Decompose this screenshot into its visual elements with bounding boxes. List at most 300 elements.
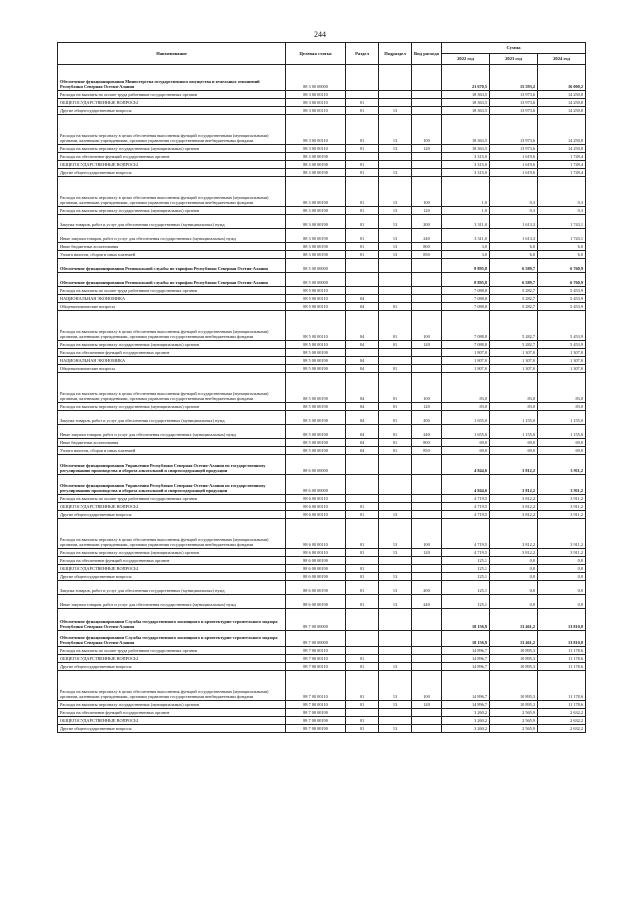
row-section xyxy=(346,495,379,503)
row-kind xyxy=(412,725,442,733)
table-row xyxy=(58,169,586,177)
row-value-2024: 6,0 xyxy=(538,251,586,259)
row-value-2023: 10 895,3 xyxy=(490,647,538,655)
row-value-2024: 3 911,2 xyxy=(538,495,586,503)
row-code: 88 7 00 00190 xyxy=(286,725,346,733)
row-value-2022: 4 719,5 xyxy=(442,495,490,503)
row-name: Обеспечение функционирования Региональной службы по тарифам Республики Северная Осетия-Алания xyxy=(58,273,286,287)
row-subsection xyxy=(379,647,412,655)
row-value-2024: 5 453,9 xyxy=(538,303,586,311)
row-kind xyxy=(412,565,442,573)
row-value-2022: 3 260,2 xyxy=(442,725,490,733)
row-code: 88 6 00 00110 xyxy=(286,519,346,549)
table-row xyxy=(58,549,586,557)
table-row xyxy=(58,273,586,287)
row-value-2024: 5 453,9 xyxy=(538,311,586,341)
row-subsection: 13 xyxy=(379,207,412,215)
row-section: 01 xyxy=(346,595,379,609)
row-value-2022: 83,0 xyxy=(442,373,490,403)
row-value-2022: 3 315,0 xyxy=(442,161,490,169)
row-value-2022: 18 363,5 xyxy=(442,145,490,153)
row-code: 88 7 00 00000 xyxy=(286,609,346,631)
row-value-2024: 0,3 xyxy=(538,177,586,207)
row-name: Уплата налогов, сборов и иных платежей xyxy=(58,251,286,259)
table-row xyxy=(58,581,586,595)
row-value-2023: 0,0 xyxy=(490,557,538,565)
row-name: Иные закупки товаров, работ и услуг для обеспечения государственных (муниципальных) нужд xyxy=(58,229,286,243)
row-value-2022: 7 088,8 xyxy=(442,287,490,295)
row-kind: 120 xyxy=(412,207,442,215)
row-subsection xyxy=(379,655,412,663)
row-subsection xyxy=(379,609,412,631)
row-value-2023: 0,3 xyxy=(490,177,538,207)
row-kind: 100 xyxy=(412,177,442,207)
row-value-2023: 3 812,2 xyxy=(490,455,538,475)
row-value-2023: 3 812,2 xyxy=(490,549,538,557)
row-name: Расходы на выплаты по оплате труда работников государственных органов xyxy=(58,647,286,655)
row-kind xyxy=(412,295,442,303)
row-value-2022: 4 719,5 xyxy=(442,519,490,549)
row-value-2023: 6 589,7 xyxy=(490,273,538,287)
row-section: 01 xyxy=(346,215,379,229)
row-section: 01 xyxy=(346,207,379,215)
row-code: 88 5 00 00110 xyxy=(286,287,346,295)
row-code: 88 5 00 00190 xyxy=(286,349,346,357)
table-row xyxy=(58,631,586,647)
page-number: 244 xyxy=(314,30,326,39)
row-subsection xyxy=(379,631,412,647)
table-row xyxy=(58,287,586,295)
row-value-2023: 2 565,9 xyxy=(490,717,538,725)
table-body xyxy=(58,65,586,733)
row-subsection: 01 xyxy=(379,439,412,447)
row-subsection: 13 xyxy=(379,573,412,581)
row-subsection: 01 xyxy=(379,425,412,439)
row-value-2024: 6 760,9 xyxy=(538,259,586,273)
row-value-2022: 8 895,8 xyxy=(442,273,490,287)
row-code: 88 6 00 00000 xyxy=(286,475,346,495)
row-name: Другие общегосударственные вопросы xyxy=(58,511,286,519)
row-code: 88 5 00 00190 xyxy=(286,403,346,411)
row-subsection: 13 xyxy=(379,701,412,709)
row-code: 88 6 00 00110 xyxy=(286,503,346,511)
row-name: Общеэкономические вопросы xyxy=(58,303,286,311)
row-value-2022: 3 315,0 xyxy=(442,153,490,161)
row-name: Расходы на выплаты персоналу государственных (муниципальных) органов xyxy=(58,549,286,557)
row-code: 88 5 00 00190 xyxy=(286,373,346,403)
row-code: 88 3 00 00110 xyxy=(286,145,346,153)
row-value-2024: 0,0 xyxy=(538,565,586,573)
row-value-2024: 14 250,8 xyxy=(538,145,586,153)
row-section: 01 xyxy=(346,161,379,169)
row-subsection: 13 xyxy=(379,251,412,259)
row-code: 88 3 00 00190 xyxy=(286,229,346,243)
row-section: 01 xyxy=(346,565,379,573)
table-row xyxy=(58,365,586,373)
row-value-2023: 10 895,3 xyxy=(490,663,538,671)
row-kind: 240 xyxy=(412,229,442,243)
row-value-2023: 1 155,0 xyxy=(490,411,538,425)
row-kind xyxy=(412,65,442,91)
table-row xyxy=(58,243,586,251)
row-section: 01 xyxy=(346,573,379,581)
row-name: Обеспечение функционирования Управления Республики Северная Осетия-Алания по государственному регулированию производства и оборота алкогольной и спиртосодержащей продукции xyxy=(58,475,286,495)
row-kind xyxy=(412,609,442,631)
row-code: 88 6 00 00110 xyxy=(286,495,346,503)
row-subsection: 01 xyxy=(379,447,412,455)
table-row xyxy=(58,717,586,725)
row-value-2022: 1,0 xyxy=(442,177,490,207)
table-row xyxy=(58,557,586,565)
row-value-2022: 7 088,8 xyxy=(442,303,490,311)
row-subsection: 01 xyxy=(379,365,412,373)
row-value-2024: 2 632,2 xyxy=(538,725,586,733)
table-row xyxy=(58,303,586,311)
row-section xyxy=(346,455,379,475)
row-subsection xyxy=(379,495,412,503)
row-name: Расходы на выплаты по оплате труда работников государственных органов xyxy=(58,287,286,295)
row-value-2024: 6 760,9 xyxy=(538,273,586,287)
row-subsection xyxy=(379,349,412,357)
row-value-2023: 5 282,7 xyxy=(490,311,538,341)
table-row xyxy=(58,503,586,511)
row-subsection: 13 xyxy=(379,511,412,519)
row-kind xyxy=(412,365,442,373)
row-value-2023: 3 812,2 xyxy=(490,519,538,549)
row-value-2022: 1,0 xyxy=(442,207,490,215)
row-value-2022: 4 719,5 xyxy=(442,511,490,519)
row-value-2023: 3 812,2 xyxy=(490,475,538,495)
row-value-2024: 14 250,8 xyxy=(538,91,586,99)
row-value-2023: 13 461,2 xyxy=(490,609,538,631)
row-code: 88 5 00 00110 xyxy=(286,341,346,349)
row-value-2024: 0,0 xyxy=(538,595,586,609)
row-subsection: 13 xyxy=(379,107,412,115)
row-name: Иные закупки товаров, работ и услуг для обеспечения государственных (муниципальных) нужд xyxy=(58,425,286,439)
row-section: 01 xyxy=(346,511,379,519)
row-value-2022: 18 156,9 xyxy=(442,609,490,631)
row-kind xyxy=(412,91,442,99)
row-subsection: 01 xyxy=(379,411,412,425)
row-value-2022: 125,1 xyxy=(442,581,490,595)
table-row xyxy=(58,373,586,403)
row-value-2023: 3 812,2 xyxy=(490,495,538,503)
row-value-2024: 3 911,2 xyxy=(538,455,586,475)
row-section: 04 xyxy=(346,373,379,403)
row-value-2022: 1 655,0 xyxy=(442,411,490,425)
row-value-2023: 0,0 xyxy=(490,595,538,609)
row-value-2024: 1 749,4 xyxy=(538,169,586,177)
row-name: Другие общегосударственные вопросы xyxy=(58,573,286,581)
row-name: Закупка товаров, работ и услуг для обеспечения государственных (муниципальных) нужд xyxy=(58,411,286,425)
row-value-2023: 13 973,6 xyxy=(490,115,538,145)
row-subsection xyxy=(379,565,412,573)
table-row xyxy=(58,107,586,115)
row-value-2024: 11 178,6 xyxy=(538,701,586,709)
row-name: Расходы на выплаты персоналу в целях обеспечения выполнения функций государственными (муниципальными) органами, казенными учреждениями, органами управления государственными внебюджетными фондами xyxy=(58,177,286,207)
table-row xyxy=(58,475,586,495)
table-row xyxy=(58,495,586,503)
row-code: 88 6 00 00190 xyxy=(286,595,346,609)
row-section xyxy=(346,647,379,655)
row-kind xyxy=(412,99,442,107)
row-value-2023: 13 973,6 xyxy=(490,91,538,99)
row-value-2022: 1 807,0 xyxy=(442,365,490,373)
row-section xyxy=(346,273,379,287)
row-value-2022: 7 088,8 xyxy=(442,341,490,349)
row-subsection xyxy=(379,65,412,91)
row-value-2022: 3,0 xyxy=(442,251,490,259)
row-code: 88 3 00 00190 xyxy=(286,243,346,251)
row-kind xyxy=(412,349,442,357)
table-row xyxy=(58,439,586,447)
row-value-2024: 14 250,8 xyxy=(538,115,586,145)
row-kind xyxy=(412,647,442,655)
row-value-2024: 0,0 xyxy=(538,557,586,565)
row-subsection xyxy=(379,295,412,303)
table-row xyxy=(58,215,586,229)
row-section: 04 xyxy=(346,341,379,349)
row-subsection xyxy=(379,161,412,169)
row-kind: 800 xyxy=(412,243,442,251)
table-row xyxy=(58,341,586,349)
row-name: ОБЩЕГОСУДАРСТВЕННЫЕ ВОПРОСЫ xyxy=(58,565,286,573)
row-subsection: 13 xyxy=(379,115,412,145)
table-row xyxy=(58,251,586,259)
row-section: 01 xyxy=(346,229,379,243)
row-section xyxy=(346,349,379,357)
row-value-2023: 5 282,7 xyxy=(490,341,538,349)
table-row xyxy=(58,595,586,609)
row-section xyxy=(346,475,379,495)
row-value-2023: 5 282,7 xyxy=(490,295,538,303)
row-value-2022: 3 311,0 xyxy=(442,215,490,229)
row-kind: 100 xyxy=(412,311,442,341)
row-kind: 120 xyxy=(412,403,442,411)
row-value-2024: 1 307,0 xyxy=(538,365,586,373)
row-kind: 100 xyxy=(412,671,442,701)
row-code: 88 5 00 00190 xyxy=(286,425,346,439)
row-value-2022: 69,0 xyxy=(442,439,490,447)
row-name: Другие общегосударственные вопросы xyxy=(58,663,286,671)
row-value-2022: 1 807,0 xyxy=(442,357,490,365)
row-value-2022: 4 719,5 xyxy=(442,503,490,511)
row-section xyxy=(346,287,379,295)
row-value-2024: 3 911,2 xyxy=(538,519,586,549)
table-row xyxy=(58,65,586,91)
row-name: Закупка товаров, работ и услуг для обеспечения государственных (муниципальных) нужд xyxy=(58,581,286,595)
row-name: Другие общегосударственные вопросы xyxy=(58,169,286,177)
row-kind xyxy=(412,709,442,717)
header-year-2023: 2023 год xyxy=(490,54,538,65)
row-section: 01 xyxy=(346,701,379,709)
row-value-2022: 4 719,5 xyxy=(442,549,490,557)
row-kind xyxy=(412,107,442,115)
row-kind: 850 xyxy=(412,447,442,455)
row-value-2022: 18 363,5 xyxy=(442,91,490,99)
row-code: 88 3 00 00110 xyxy=(286,99,346,107)
row-code: 88 7 00 00110 xyxy=(286,647,346,655)
row-value-2022: 125,1 xyxy=(442,557,490,565)
table-row xyxy=(58,259,586,273)
row-kind: 100 xyxy=(412,373,442,403)
row-value-2023: 5 282,7 xyxy=(490,303,538,311)
row-subsection: 01 xyxy=(379,403,412,411)
row-subsection: 01 xyxy=(379,311,412,341)
table-row xyxy=(58,647,586,655)
row-value-2022: 125,1 xyxy=(442,595,490,609)
row-kind xyxy=(412,169,442,177)
row-value-2024: 1 743,1 xyxy=(538,215,586,229)
header-sum: Сумма xyxy=(442,43,586,54)
row-value-2022: 1 807,0 xyxy=(442,349,490,357)
row-subsection: 13 xyxy=(379,243,412,251)
row-value-2023: 69,0 xyxy=(490,439,538,447)
table-row xyxy=(58,229,586,243)
row-section: 04 xyxy=(346,365,379,373)
row-value-2024: 3 911,2 xyxy=(538,503,586,511)
row-section: 04 xyxy=(346,403,379,411)
row-kind: 200 xyxy=(412,411,442,425)
table-row xyxy=(58,671,586,701)
row-value-2023: 15 593,2 xyxy=(490,65,538,91)
row-code: 88 3 00 00190 xyxy=(286,207,346,215)
row-value-2024: 1 307,0 xyxy=(538,357,586,365)
table-row xyxy=(58,725,586,733)
row-code: 88 5 00 00000 xyxy=(286,273,346,287)
row-section: 04 xyxy=(346,357,379,365)
row-subsection: 13 xyxy=(379,671,412,701)
row-subsection: 01 xyxy=(379,341,412,349)
row-value-2024: 14 250,8 xyxy=(538,107,586,115)
row-code: 88 3 00 00190 xyxy=(286,251,346,259)
row-value-2024: 6,0 xyxy=(538,243,586,251)
row-code: 88 3 00 00190 xyxy=(286,177,346,207)
table-row xyxy=(58,663,586,671)
row-section: 01 xyxy=(346,725,379,733)
row-value-2022: 7 088,8 xyxy=(442,311,490,341)
table-row xyxy=(58,519,586,549)
row-name: Другие общегосударственные вопросы xyxy=(58,725,286,733)
row-value-2023: 1 155,0 xyxy=(490,425,538,439)
row-name: Расходы на выплаты персоналу государственных (муниципальных) органов xyxy=(58,701,286,709)
row-value-2023: 0,0 xyxy=(490,573,538,581)
row-kind: 120 xyxy=(412,145,442,153)
row-name: НАЦИОНАЛЬНАЯ ЭКОНОМИКА xyxy=(58,295,286,303)
row-value-2023: 1 619,6 xyxy=(490,153,538,161)
row-value-2024: 69,0 xyxy=(538,439,586,447)
table-header xyxy=(58,43,586,65)
row-kind: 240 xyxy=(412,425,442,439)
row-value-2022: 3 315,0 xyxy=(442,169,490,177)
row-subsection: 13 xyxy=(379,169,412,177)
row-name: Обеспечение функционирования Службы государственного жилищного и архитектурно-строительного надзора Республики Северная Осетия-Алания xyxy=(58,631,286,647)
table-row xyxy=(58,455,586,475)
row-subsection xyxy=(379,287,412,295)
row-section xyxy=(346,91,379,99)
row-kind: 120 xyxy=(412,341,442,349)
row-kind xyxy=(412,357,442,365)
row-name: ОБЩЕГОСУДАРСТВЕННЫЕ ВОПРОСЫ xyxy=(58,655,286,663)
row-kind xyxy=(412,503,442,511)
row-subsection xyxy=(379,273,412,287)
row-name: Закупка товаров, работ и услуг для обеспечения государственных (муниципальных) нужд xyxy=(58,215,286,229)
row-subsection xyxy=(379,503,412,511)
row-code: 88 7 00 00110 xyxy=(286,655,346,663)
row-code: 88 3 00 00190 xyxy=(286,161,346,169)
row-value-2022: 21 670,5 xyxy=(442,65,490,91)
row-name: ОБЩЕГОСУДАРСТВЕННЫЕ ВОПРОСЫ xyxy=(58,717,286,725)
row-subsection xyxy=(379,153,412,161)
row-name: Обеспечение функционирования Службы государственного жилищного и архитектурно-строительного надзора Республики Северная Осетия-Алания xyxy=(58,609,286,631)
row-kind xyxy=(412,717,442,725)
row-kind xyxy=(412,455,442,475)
row-value-2023: 1 307,0 xyxy=(490,357,538,365)
row-value-2022: 69,0 xyxy=(442,447,490,455)
row-value-2022: 8 895,8 xyxy=(442,259,490,273)
header-subsection: Подраздел xyxy=(379,43,412,65)
row-value-2023: 6,0 xyxy=(490,243,538,251)
row-kind: 850 xyxy=(412,251,442,259)
row-name: Расходы на выплаты персоналу в целях обеспечения выполнения функций государственными (муниципальными) органами, казенными учреждениями, органами управления государственными внебюджетными фондами xyxy=(58,115,286,145)
row-kind xyxy=(412,287,442,295)
row-value-2024: 1 155,0 xyxy=(538,411,586,425)
row-name: Расходы на выплаты персоналу в целях обеспечения выполнения функций государственными (муниципальными) органами, казенными учреждениями, органами управления государственными внебюджетными фондами xyxy=(58,373,286,403)
row-value-2022: 4 844,6 xyxy=(442,475,490,495)
row-value-2023: 6,0 xyxy=(490,251,538,259)
budget-table xyxy=(57,42,586,733)
row-code: 88 3 00 00110 xyxy=(286,115,346,145)
row-code: 88 3 00 00190 xyxy=(286,153,346,161)
row-code: 88 3 00 00190 xyxy=(286,169,346,177)
row-value-2023: 6 589,7 xyxy=(490,259,538,273)
row-value-2023: 1 613,3 xyxy=(490,215,538,229)
row-name: Расходы на выплаты по оплате труда работников государственных органов xyxy=(58,91,286,99)
row-name: Уплата налогов, сборов и иных платежей xyxy=(58,447,286,455)
row-name: Расходы на обеспечение функций государственных органов xyxy=(58,557,286,565)
row-kind xyxy=(412,153,442,161)
row-value-2024: 1 307,0 xyxy=(538,349,586,357)
row-code: 88 5 00 00190 xyxy=(286,365,346,373)
row-value-2023: 1 307,0 xyxy=(490,349,538,357)
row-value-2024: 5 453,9 xyxy=(538,295,586,303)
row-value-2022: 1 655,0 xyxy=(442,425,490,439)
row-subsection xyxy=(379,709,412,717)
row-value-2023: 2 565,9 xyxy=(490,725,538,733)
row-section: 01 xyxy=(346,519,379,549)
row-code: 88 6 00 00190 xyxy=(286,557,346,565)
row-section: 01 xyxy=(346,549,379,557)
row-code: 88 5 00 00110 xyxy=(286,303,346,311)
row-value-2024: 1 155,0 xyxy=(538,425,586,439)
row-value-2022: 14 896,7 xyxy=(442,655,490,663)
table-row xyxy=(58,447,586,455)
row-name: Другие общегосударственные вопросы xyxy=(58,107,286,115)
row-kind xyxy=(412,259,442,273)
row-value-2024: 83,0 xyxy=(538,373,586,403)
row-section: 01 xyxy=(346,177,379,207)
row-value-2023: 3 812,2 xyxy=(490,511,538,519)
row-code: 88 6 00 00190 xyxy=(286,565,346,573)
row-subsection xyxy=(379,455,412,475)
row-value-2022: 7 088,8 xyxy=(442,295,490,303)
row-name: ОБЩЕГОСУДАРСТВЕННЫЕ ВОПРОСЫ xyxy=(58,161,286,169)
table-row xyxy=(58,573,586,581)
row-value-2024: 14 250,8 xyxy=(538,99,586,107)
row-code: 88 5 00 00000 xyxy=(286,259,346,273)
row-subsection xyxy=(379,357,412,365)
row-value-2023: 1 619,6 xyxy=(490,161,538,169)
